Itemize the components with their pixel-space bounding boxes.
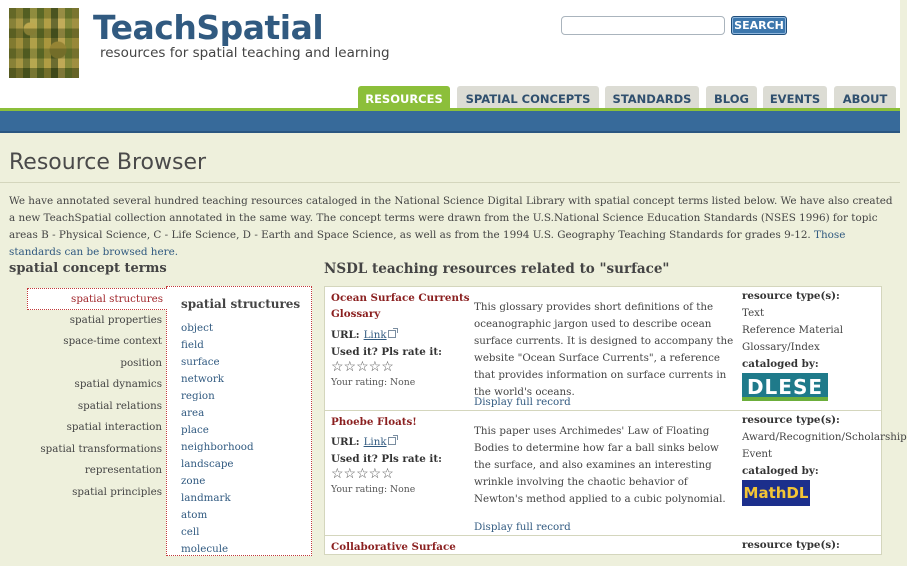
subconcept-link[interactable]: landscape	[181, 458, 234, 470]
concept-item-spatial-relations[interactable]: spatial relations	[77, 399, 162, 412]
external-link-icon	[388, 330, 396, 338]
concept-terms-heading: spatial concept terms	[9, 261, 167, 276]
rate-label: Used it? Pls rate it:	[331, 453, 442, 465]
rate-label: Used it? Pls rate it:	[331, 346, 442, 358]
resource-type: Text	[742, 307, 765, 319]
resource-record	[325, 411, 907, 536]
record-description: This paper uses Archimedes' Law of Floating Bodies to determine how far a ball sinks below the surface, and also examines an interesting wrinkle involving the chaotic behavior of Newton's method applied to a cubic polynomial.	[474, 425, 726, 505]
subconcept-link[interactable]: network	[181, 373, 225, 385]
resource-type-label: resource type(s):	[742, 539, 840, 551]
display-full-record-link[interactable]: Display full record	[474, 521, 571, 533]
concept-item-spatial-properties[interactable]: spatial properties	[69, 313, 162, 326]
results-panel	[324, 286, 907, 555]
resource-record	[325, 536, 881, 566]
site-subtitle: resources for spatial teaching and learning	[100, 45, 390, 61]
record-title[interactable]: Collaborative Surface	[331, 541, 456, 553]
record-title[interactable]: Ocean Surface Currents Glossary	[331, 292, 470, 320]
record-description: This glossary provides short definitions of the oceanographic jargon used to describe ocean surface currents. It is designed to accompany the website "Ocean Surface Currents", a reference that provides information on surface currents in the world's oceans.	[474, 301, 734, 398]
tab-resources[interactable]: RESOURCES	[358, 86, 450, 110]
record-meta	[742, 412, 907, 480]
your-rating: Your rating: None	[331, 484, 416, 495]
record-link-label: Link	[363, 329, 387, 341]
subconcept-link[interactable]: field	[181, 339, 204, 351]
record-link[interactable]	[364, 436, 396, 448]
concept-item-spatial-dynamics[interactable]: spatial dynamics	[74, 378, 162, 390]
your-rating: Your rating: None	[331, 377, 416, 388]
subconcept-link[interactable]: place	[181, 424, 209, 436]
site-logo-image[interactable]	[9, 8, 79, 78]
star-rating[interactable]: ☆☆☆☆☆	[331, 359, 394, 375]
star-rating[interactable]: ☆☆☆☆☆	[331, 466, 394, 482]
record-url	[331, 436, 396, 448]
concept-item-spatial-structures[interactable]: spatial structures	[27, 288, 167, 310]
subconcept-link[interactable]: neighborhood	[181, 441, 254, 453]
subconcept-link[interactable]: zone	[181, 475, 206, 487]
subconcept-link[interactable]: molecule	[181, 543, 229, 555]
nav-bar	[0, 111, 900, 133]
resource-record	[325, 287, 881, 411]
url-label: URL:	[331, 329, 360, 341]
record-link-label: Link	[363, 436, 387, 448]
resource-type: Reference Material	[742, 324, 844, 336]
resource-type: Award/Recognition/Scholarship	[742, 431, 907, 443]
search-button[interactable]: SEARCH	[731, 16, 787, 35]
concept-item-space-time-context[interactable]: space-time context	[63, 335, 162, 347]
subconcept-link[interactable]: area	[181, 407, 205, 419]
tab-events[interactable]: EVENTS	[763, 86, 827, 110]
subconcept-link[interactable]: region	[181, 390, 215, 402]
subconcept-link[interactable]: cell	[181, 526, 200, 538]
search-input[interactable]	[561, 16, 725, 35]
record-meta	[742, 288, 882, 373]
resource-type-label: resource type(s):	[742, 290, 840, 302]
cataloged-by-label: cataloged by:	[742, 358, 819, 370]
external-link-icon	[388, 437, 396, 445]
tab-blog[interactable]: BLOG	[706, 86, 757, 110]
subconcept-link[interactable]: landmark	[181, 492, 231, 504]
record-title[interactable]: Phoebe Floats!	[331, 416, 417, 428]
concept-item-position[interactable]: position	[120, 356, 162, 369]
subconcept-list	[181, 320, 254, 558]
cataloged-by-label: cataloged by:	[742, 465, 819, 477]
record-link[interactable]	[364, 329, 396, 341]
subconcept-link[interactable]: object	[181, 322, 213, 334]
concept-item-representation[interactable]: representation	[84, 464, 162, 476]
record-meta	[742, 537, 882, 554]
dlese-logo[interactable]: DLESE	[742, 373, 828, 401]
site-title[interactable]: TeachSpatial	[93, 8, 324, 47]
intro-paragraph	[9, 193, 894, 261]
concept-item-spatial-interaction[interactable]: spatial interaction	[66, 421, 162, 433]
subconcept-link[interactable]: atom	[181, 509, 208, 521]
resource-type-label: resource type(s):	[742, 414, 840, 426]
concept-item-spatial-transformations[interactable]: spatial transformations	[40, 442, 162, 455]
tab-about[interactable]: ABOUT	[834, 86, 896, 110]
main-nav	[0, 86, 900, 110]
intro-text: We have annotated several hundred teaching resources cataloged in the National Science Digital Library with spatial concept terms listed below. We have also created a new TeachSpatial collection annotated in the same way. The concept terms were drawn from the U.S.National Science Education Standards (NSES 1996) for topic areas B - Physical Science, C - Life Science, D - Earth and Space Science, as well as from the 1994 U.S. Geography Teaching Standards for grades 9-12.	[9, 195, 893, 241]
results-heading: NSDL teaching resources related to "surface"	[324, 261, 670, 277]
subconcept-link[interactable]: surface	[181, 356, 220, 368]
concept-item-spatial-principles[interactable]: spatial principles	[72, 485, 162, 498]
resource-type: Glossary/Index	[742, 341, 820, 353]
title-divider	[0, 182, 900, 183]
concept-list	[27, 288, 166, 503]
subconcept-heading: spatial structures	[181, 297, 301, 311]
display-full-record-link[interactable]: Display full record	[474, 396, 571, 408]
record-url	[331, 329, 396, 341]
url-label: URL:	[331, 436, 360, 448]
mathdl-logo[interactable]: MathDL	[742, 480, 810, 506]
resource-type: Event	[742, 448, 773, 460]
tab-standards[interactable]: STANDARDS	[605, 86, 699, 110]
page-title: Resource Browser	[9, 150, 207, 175]
tab-spatial-concepts[interactable]: SPATIAL CONCEPTS	[457, 86, 599, 110]
standards-browse-link[interactable]: Those standards can be browsed here.	[9, 229, 846, 258]
subconcept-panel	[166, 286, 312, 556]
